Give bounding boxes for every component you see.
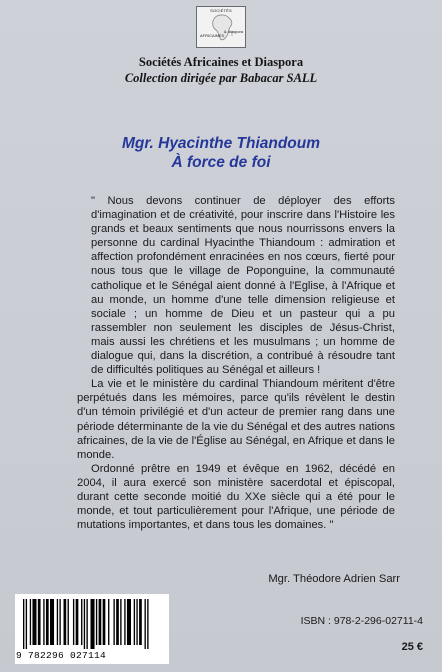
quote-signature: Mgr. Théodore Adrien Sarr	[268, 573, 400, 585]
logo-mid-text: AFRICAINES	[200, 33, 225, 38]
blurb-paragraph: Ordonné prêtre en 1949 et évêque en 1962, décédé en 2004, il aura exercé son ministère sacerdotal et épiscopal, durant cette seconde moitié du XXe siècle qui a été pour le monde, et tout particulièrement pour l'Afrique, une période de mutations importantes, et dans tous les domaines. "	[77, 462, 395, 532]
book-title: À force de foi	[171, 154, 271, 171]
logo-top-text: SOCIÉTÉS	[210, 8, 232, 13]
logo-right-text: & diaspora	[223, 29, 243, 34]
isbn-number: ISBN : 978-2-296-02711-4	[300, 615, 423, 627]
barcode	[15, 594, 169, 664]
series-editor: Collection dirigée par Babacar SALL	[124, 71, 318, 85]
blurb-paragraph: La vie et le ministère du cardinal Thiandoum méritent d'être perpétués dans les mémoires, parce qu'ils révèlent le destin d'un témoin privilégié et d'un acteur de premier rang dans une période déterminante de la vie du Sénégal et des autres nations africaines, de la vie de l'Église au Sénégal, en Afrique et dans le monde.	[77, 378, 395, 461]
blurb-text	[77, 194, 395, 532]
author-name: Mgr. Hyacinthe Thiandoum	[121, 135, 321, 152]
blurb-paragraph: " Nous devons continuer de déployer des efforts d'imagination et de créativité, pour inscrire dans l'Histoire les grands et beaux sentiments que nous nourrissons envers la personne du cardinal Hyacinthe Thiandoum : admiration et affection profondément enracinées en nos cœurs, fierté pour nous tous que le village de Poponguine, la communauté catholique et le Sénégal aient donné à l'Eglise, à l'Afrique et au monde, un homme d'une telle dimension religieuse et sociale ; un homme de Dieu et un pasteur qui a pu rassembler non seulement les disciples de Jésus-Christ, mais aussi les chrétiens et les musulmans ; un homme de dialogue qui, dans la discrétion, a contribué à résoudre tant de difficultés politiques au Sénégal et ailleurs !	[91, 195, 395, 377]
publisher-logo	[196, 6, 246, 48]
africa-map-icon	[197, 7, 245, 47]
series-name: Sociétés Africaines et Diaspora	[138, 55, 304, 69]
price-tag: 25 €	[401, 641, 423, 653]
series-header	[0, 54, 442, 86]
book-heading	[0, 134, 442, 172]
barcode-digits: 9 782296 027114	[16, 650, 107, 661]
barcode-bars	[23, 599, 161, 649]
